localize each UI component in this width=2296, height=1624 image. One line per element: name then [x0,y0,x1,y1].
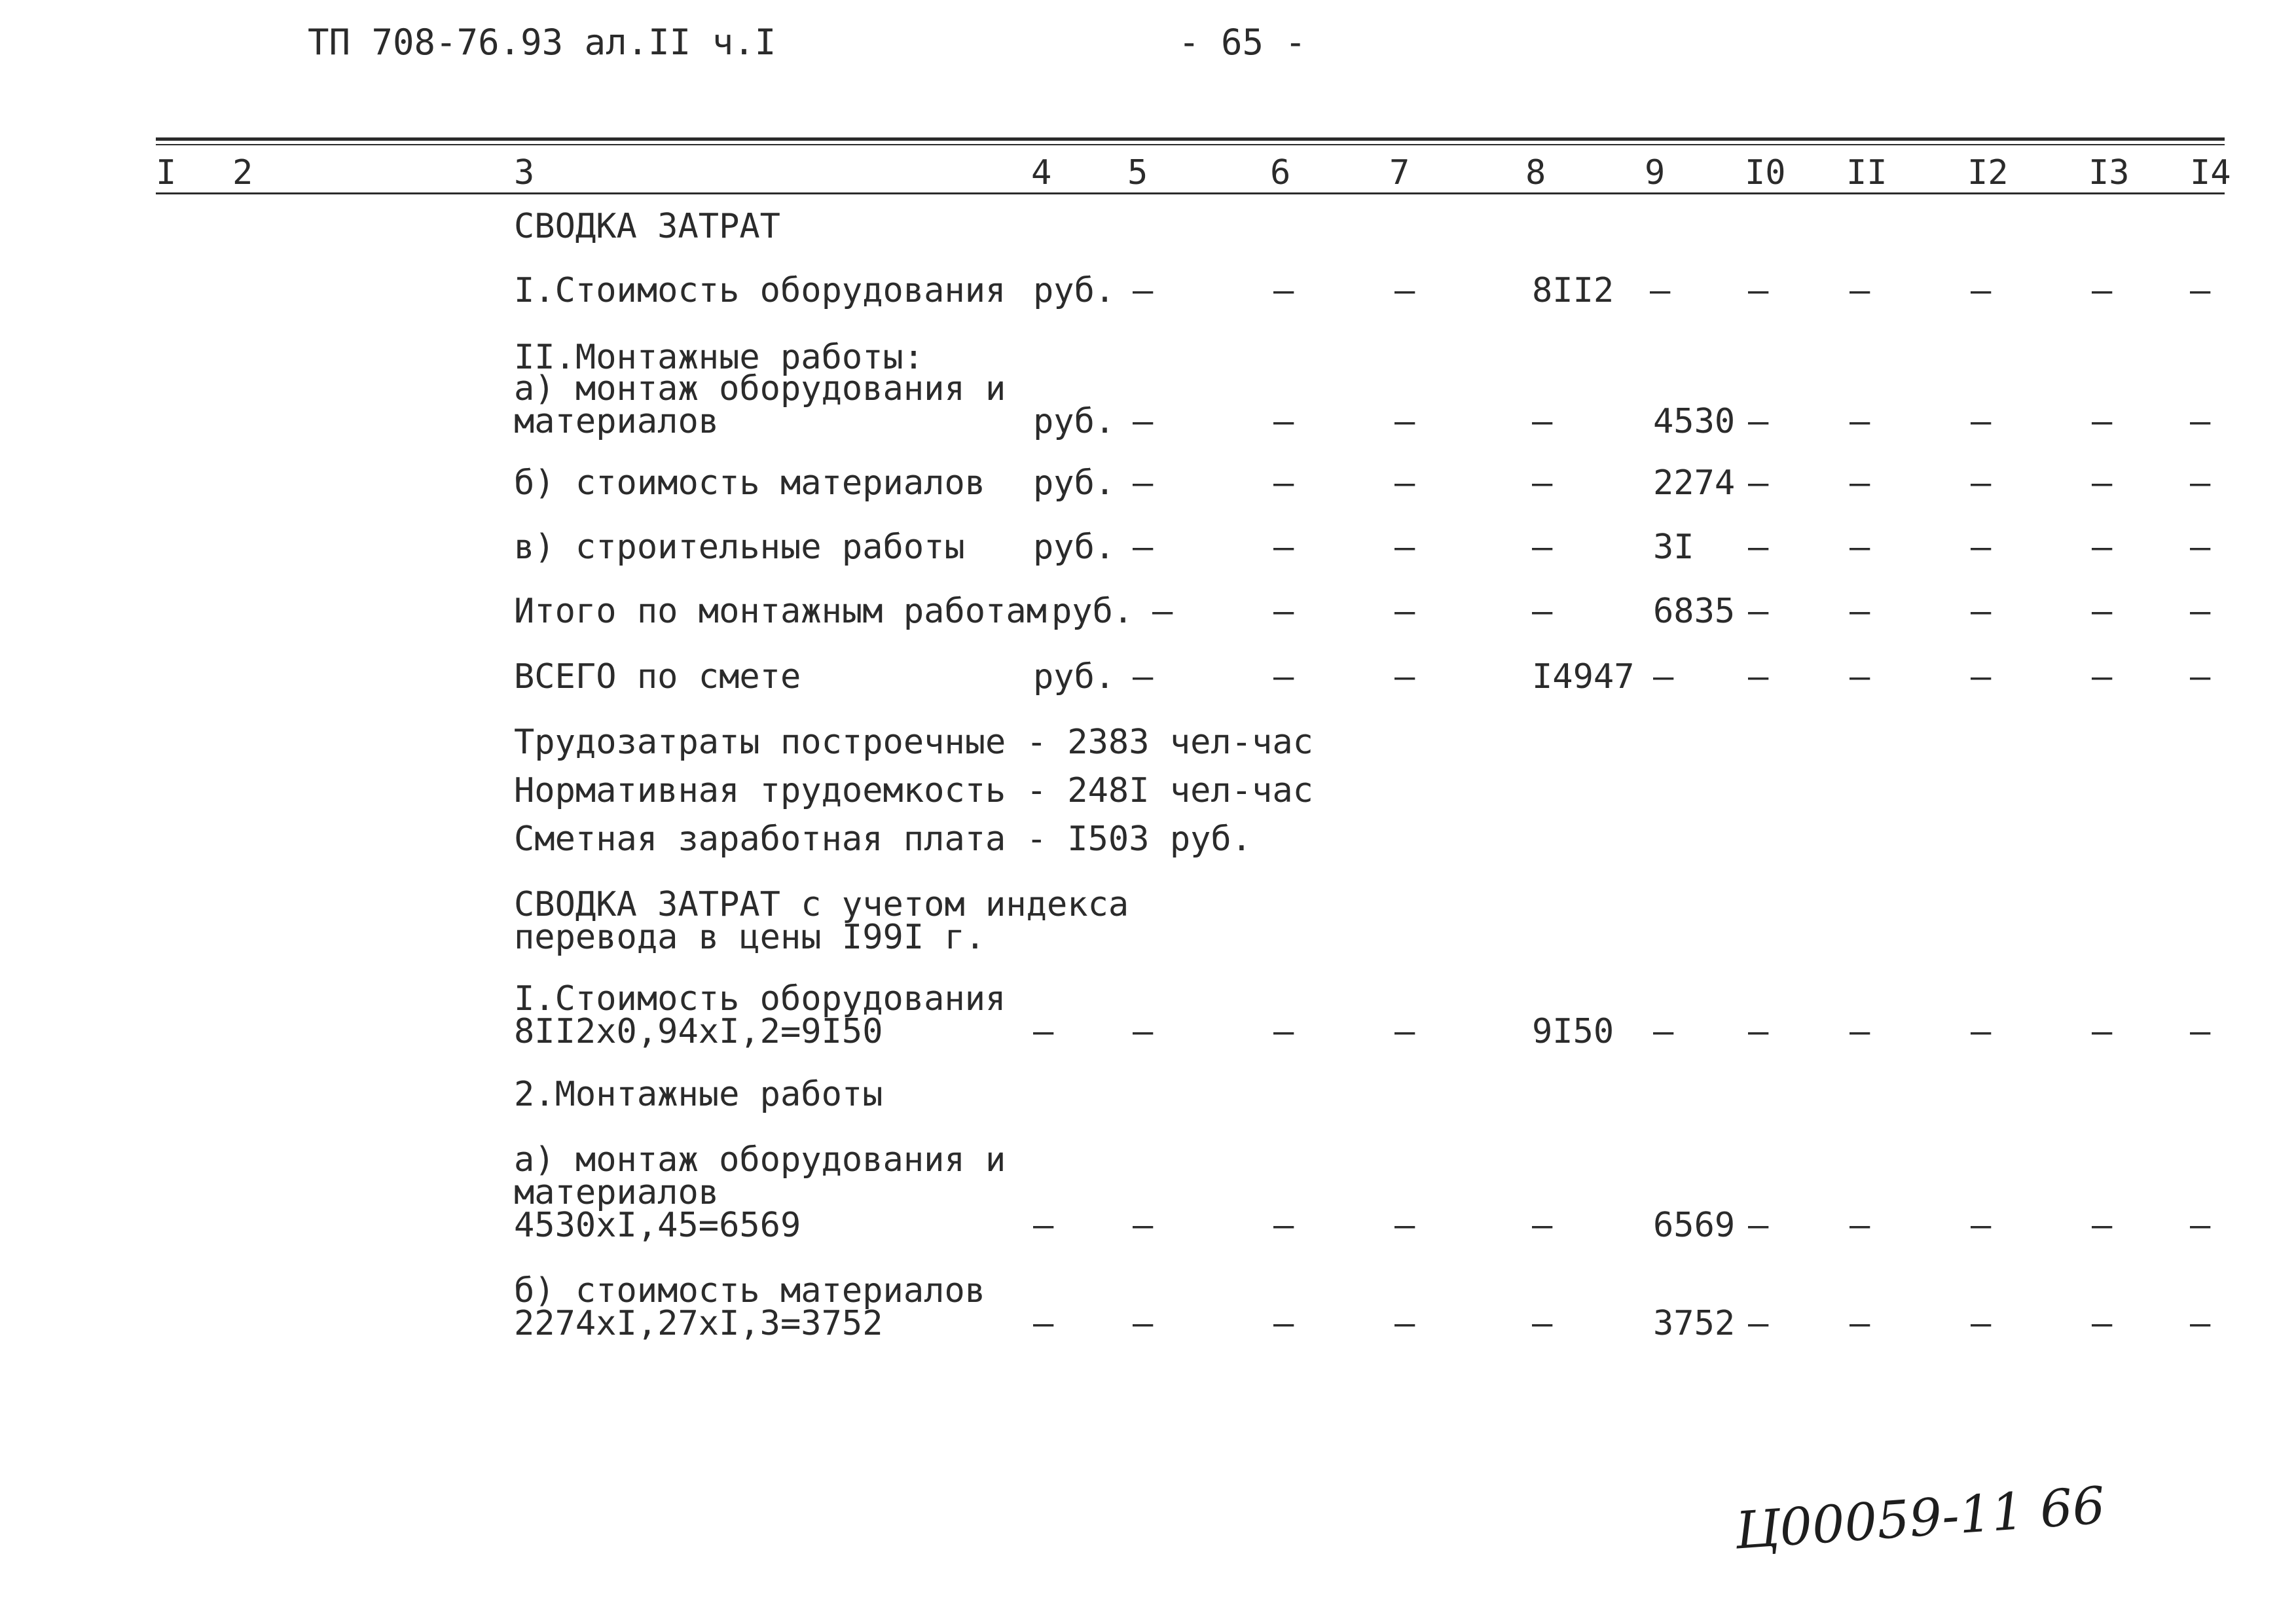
cell-col9: – [1653,1012,1674,1051]
cell-col11: – [1850,402,1870,441]
cell-col13: – [2092,528,2113,567]
cell-col5: – [1133,402,1154,441]
col-number-13: I3 [2088,153,2130,192]
cell-col12: – [1971,271,1992,310]
row-unit: руб. [1033,402,1116,441]
handwritten-archive-number: Ц00059-11 66 [1733,1476,2107,1561]
cell-col9: 3I [1653,528,1694,567]
cell-col6: – [1273,528,1294,567]
labor-line: Нормативная трудоемкость - 248I чел-час [514,771,1313,810]
cell-col6: – [1273,592,1294,631]
cell-col8: – [1532,528,1553,567]
cell-col11: – [1850,592,1870,631]
cell-col10: – [1748,271,1769,310]
row-label: I.Стоимость оборудования [514,271,1006,310]
cell-col11: – [1850,463,1870,503]
cell-col10: – [1748,1012,1769,1051]
cell-col7: – [1394,271,1415,310]
cell-col9: 6835 [1653,592,1736,631]
col-number-3: 3 [514,153,535,192]
cell-col14: – [2190,1012,2211,1051]
cell-col13: – [2092,463,2113,503]
cell-col13: – [2092,1206,2113,1245]
cell-col12: – [1971,402,1992,441]
cell-col9: 2274 [1653,463,1736,503]
subsection-heading: 2.Монтажные работы [514,1075,883,1114]
col-number-6: 6 [1270,153,1291,192]
cell-col13: – [2092,402,2113,441]
cell-col7: – [1394,657,1415,696]
cell-col10: – [1748,528,1769,567]
row-label: в) строительные работы [514,528,965,567]
cell-col14: – [2190,1304,2211,1343]
labor-line: Сметная заработная плата - I503 руб. [514,820,1252,859]
document-code: ТП 708-76.93 ал.II ч.I [308,22,776,63]
col-number-10: I0 [1745,153,1786,192]
column-header-rule [156,192,2225,194]
row-label: материалов [514,402,720,441]
cell-col7: – [1394,1012,1415,1051]
cell-col8: – [1532,1206,1553,1245]
cell-col12: – [1971,463,1992,503]
row-label: ВСЕГО по смете [514,657,801,696]
row-label: а) монтаж оборудования и [514,1140,1006,1180]
cell-col7: – [1394,1304,1415,1343]
cell-col13: – [2092,1012,2113,1051]
cell-col13: – [2092,592,2113,631]
cell-col10: – [1748,1206,1769,1245]
cell-col7: – [1394,1206,1415,1245]
cell-col4: – [1033,1304,1054,1343]
cell-col13: – [2092,1304,2113,1343]
page-number: - 65 - [1178,22,1307,63]
row-label: б) стоимость материалов [514,1271,986,1310]
cell-col9: 6569 [1653,1206,1736,1245]
cell-col6: – [1273,402,1294,441]
labor-line: Трудозатраты построечные - 2383 чел-час [514,723,1313,762]
cell-col7: – [1394,402,1415,441]
cell-col5: – [1152,592,1173,631]
cell-col13: – [2092,271,2113,310]
cell-col8: – [1532,1304,1553,1343]
cell-col5: – [1133,528,1154,567]
col-number-5: 5 [1127,153,1148,192]
row-formula: 2274хI,27хI,3=3752 [514,1304,883,1343]
cell-col6: – [1273,1012,1294,1051]
col-number-4: 4 [1031,153,1052,192]
cell-col12: – [1971,1206,1992,1245]
cell-col8: – [1532,463,1553,503]
cell-col14: – [2190,657,2211,696]
table-top-rule-thick [156,137,2225,141]
row-label: б) стоимость материалов [514,463,986,503]
cell-col6: – [1273,1206,1294,1245]
row-formula: 4530хI,45=6569 [514,1206,801,1245]
cell-col8: – [1532,592,1553,631]
cell-col6: – [1273,1304,1294,1343]
cell-col14: – [2190,1206,2211,1245]
row-unit: руб. [1033,657,1116,696]
cell-col10: – [1748,463,1769,503]
cell-col11: – [1850,657,1870,696]
cell-col11: – [1850,528,1870,567]
cell-col10: – [1748,1304,1769,1343]
cell-col9: – [1653,657,1674,696]
cell-col10: – [1748,402,1769,441]
cell-col10: – [1748,592,1769,631]
cell-col5: – [1133,1206,1154,1245]
col-number-11: II [1846,153,1887,192]
cell-col11: – [1850,271,1870,310]
col-number-2: 2 [232,153,253,192]
cell-col7: – [1394,528,1415,567]
cell-col14: – [2190,271,2211,310]
cell-col14: – [2190,402,2211,441]
section-title: СВОДКА ЗАТРАТ с учетом индекса [514,885,1129,924]
cell-col7: – [1394,463,1415,503]
row-unit: руб. [1033,271,1116,310]
cell-col11: – [1850,1012,1870,1051]
row-label: материалов [514,1173,720,1212]
row-unit: руб. [1033,528,1116,567]
row-label: Итого по монтажным работам [514,592,1047,631]
cell-col10: – [1748,657,1769,696]
cell-col6: – [1273,657,1294,696]
cell-col4: – [1033,1206,1054,1245]
subsection-heading: II.Монтажные работы: [514,338,924,377]
col-number-12: I2 [1967,153,2009,192]
col-number-14: I4 [2190,153,2231,192]
cell-col12: – [1971,1304,1992,1343]
section-title: перевода в цены I99I г. [514,918,986,957]
cell-col6: – [1273,271,1294,310]
cell-col5: – [1133,1304,1154,1343]
cell-col7: – [1394,592,1415,631]
cell-col14: – [2190,592,2211,631]
cell-col12: – [1971,1012,1992,1051]
col-number-8: 8 [1525,153,1546,192]
cell-col14: – [2190,463,2211,503]
cell-col4: – [1033,1012,1054,1051]
col-number-9: 9 [1645,153,1666,192]
cell-col12: – [1971,592,1992,631]
section-title: СВОДКА ЗАТРАТ [514,207,780,246]
cell-col5: – [1133,657,1154,696]
col-number-7: 7 [1389,153,1410,192]
cell-col5: – [1133,463,1154,503]
cell-col8: – [1532,402,1553,441]
cell-col8: 8II2 [1532,271,1614,310]
cell-col12: – [1971,528,1992,567]
row-label: а) монтаж оборудования и [514,369,1006,408]
cell-col5: – [1133,1012,1154,1051]
cell-col8: 9I50 [1532,1012,1614,1051]
cell-col5: – [1133,271,1154,310]
table-top-rule-thin [156,144,2225,145]
cell-col6: – [1273,463,1294,503]
cell-col12: – [1971,657,1992,696]
col-number-1: I [156,153,177,192]
row-unit: руб. [1051,592,1134,631]
cell-col9: – [1650,271,1671,310]
row-unit: руб. [1033,463,1116,503]
cell-col11: – [1850,1206,1870,1245]
cell-col11: – [1850,1304,1870,1343]
cell-col13: – [2092,657,2113,696]
cell-col8: I4947 [1532,657,1635,696]
cell-col9: 3752 [1653,1304,1736,1343]
row-label: I.Стоимость оборудования [514,979,1006,1019]
cell-col14: – [2190,528,2211,567]
row-formula: 8II2х0,94хI,2=9I50 [514,1012,883,1051]
cell-col9: 4530 [1653,402,1736,441]
